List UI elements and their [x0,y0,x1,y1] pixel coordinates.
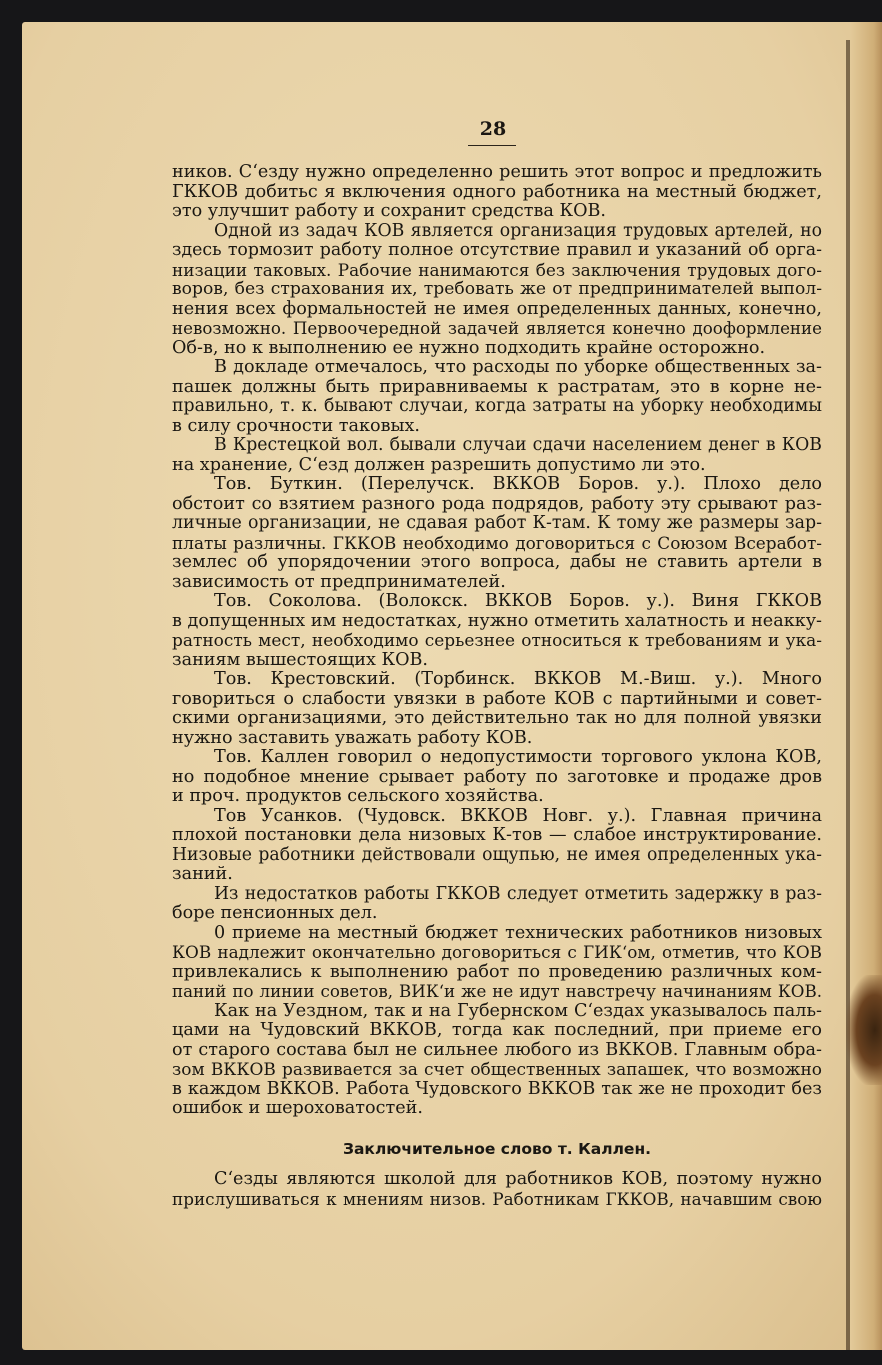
text-line: правильно, т. к. бывают случаи, когда затраты на уборку необходимы [172,396,822,416]
paragraph [172,748,822,807]
text-line: Тов. Буткин. (Перелучск. ВККОВ Боров. у.). Плохо дело [214,474,822,494]
text-line: заний. [172,864,233,884]
text-line: зависимость от предпринимателей. [172,571,506,592]
text-line: в силу срочности таковых. [172,415,420,436]
section-heading: Заключительное слово т. Каллен. [342,1140,652,1158]
text-line: но подобное мнение срывает работу по заготовке и продаже дров [172,766,822,787]
text-line: Из недостатков работы ГККОВ следует отметить задержку в раз- [214,883,822,904]
text-line: землес об упорядочении этого вопроса, дабы не ставить артели в [172,552,822,572]
text-line: Тов. Каллен говорил о недопустимости торгового уклона КОВ, [214,747,822,767]
text-line: это улучшит работу и сохранит средства КОВ. [172,201,607,221]
paragraph [172,475,822,592]
paragraph [172,924,822,1002]
page-number-rule [468,145,516,146]
text-line: воров, без страхования их, требовать же от предпринимателей выпол- [172,279,822,299]
text-line: Низовые работники действовали ощупью, не имея определенных ука- [172,844,822,865]
page-tear-damage [846,975,882,1085]
text-line: Тов Усанков. (Чудовск. ВККОВ Новг. у.). Главная причина [214,805,822,826]
text-line: на хранение, С‘езд должен разрешить допустимо ли это. [172,454,706,475]
paragraph [172,670,822,748]
text-line: скими организациями, это действительно так но для полной увязки [172,708,822,728]
text-line: ратность мест, необходимо серьезнее относиться к требованиям и ука- [172,630,822,650]
text-line: Об-в, но к выполнению ее нужно подходить крайне осторожно. [172,337,766,358]
text-line: В докладе отмечалось, что расходы по уборке общественных за- [214,357,822,377]
paragraph [172,807,822,885]
paragraph [172,222,822,359]
text-line: зом ВККОВ развивается за счет общественных запашек, что возможно [172,1059,822,1079]
text-line: говориться о слабости увязки в работе КОВ с партийными и совет- [172,688,822,709]
text-line: от старого состава был не сильнее любого из ВККОВ. Главным обра- [172,1039,822,1060]
text-line: в каждом ВККОВ. Работа Чудовского ВККОВ так же не проходит без [172,1078,822,1099]
text-line: С‘езды являются школой для работников КОВ, поэтому нужно [214,1169,822,1189]
text-line: личные организации, не сдавая работ К-там. К тому же размеры зар- [172,513,822,533]
text-line: в допущенных им недостатках, нужно отметить халатность и неакку- [172,610,822,631]
paragraph [172,163,822,222]
page-edge-shadow [850,22,882,1350]
text-line: пашек должны быть приравниваемы к растратам, это в корне не- [172,376,822,397]
text-line: привлекались к выполнению работ по проведению различных ком- [172,961,822,982]
text-line: боре пенсионных дел. [172,903,378,923]
paragraph [172,1002,822,1119]
text-line: и проч. продуктов сельского хозяйства. [172,786,544,806]
text-line: обстоит со взятием разного рода подрядов, работу эту срывают раз- [172,493,822,514]
text-line: платы различны. ГККОВ необходимо договориться с Союзом Всеработ- [172,532,822,553]
text-line: 0 приеме на местный бюджет технических работников низовых [214,922,822,943]
text-line: Тов. Соколова. (Волокск. ВККОВ Боров. у.). Виня ГККОВ [214,591,822,611]
page-fold [846,40,850,1350]
text-line: Как на Уездном, так и на Губернском С‘ездах указывалось паль- [214,1000,822,1021]
paragraph [172,436,822,475]
text-line: паний по линии советов, ВИК‘и же не идут навстречу начинаниям КОВ. [172,982,822,1001]
text-line: КОВ надлежит окончательно договориться с ГИК‘ом, отметив, что КОВ [172,942,822,962]
text-line: ошибок и шероховатостей. [172,1098,423,1118]
paragraph [172,358,822,436]
text-line: здесь тормозит работу полное отсутствие правил и указаний об орга- [172,240,822,260]
text-line: заниям вышестоящих КОВ. [172,649,429,670]
text-line: плохой постановки дела низовых К-тов — слабое инструктирование. [172,825,822,845]
paragraph [172,592,822,670]
text-line: невозможно. Первоочередной задачей является конечно дооформление [172,319,822,338]
body-text [172,163,822,1119]
paragraph [172,885,822,924]
text-line: Тов. Крестовский. (Торбинск. ВККОВ М.-Виш. у.). Много [214,669,822,689]
text-line: Одной из задач КОВ является организация трудовых артелей, но [214,220,822,241]
text-line: ников. С‘езду нужно определенно решить этот вопрос и предложить [172,162,822,182]
text-line: ГККОВ добитьс я включения одного работника на местный бюджет, [172,181,822,202]
text-line: нужно заставить уважать работу КОВ. [172,727,533,748]
text-line: В Крестецкой вол. бывали случаи сдачи населением денег в КОВ [214,435,822,455]
text-line: нения всех формальностей не имея определенных данных, конечно, [172,298,822,319]
text-line: цами на Чудовский ВККОВ, тогда как последний, при приеме его [172,1020,822,1040]
page-number: 28 [479,118,507,140]
text-line: низации таковых. Рабочие нанимаются без заключения трудовых дого- [172,259,822,280]
text-line: прислушиваться к мнениям низов. Работникам ГККОВ, начавшим свою [172,1188,822,1209]
closing-text [172,1170,822,1209]
